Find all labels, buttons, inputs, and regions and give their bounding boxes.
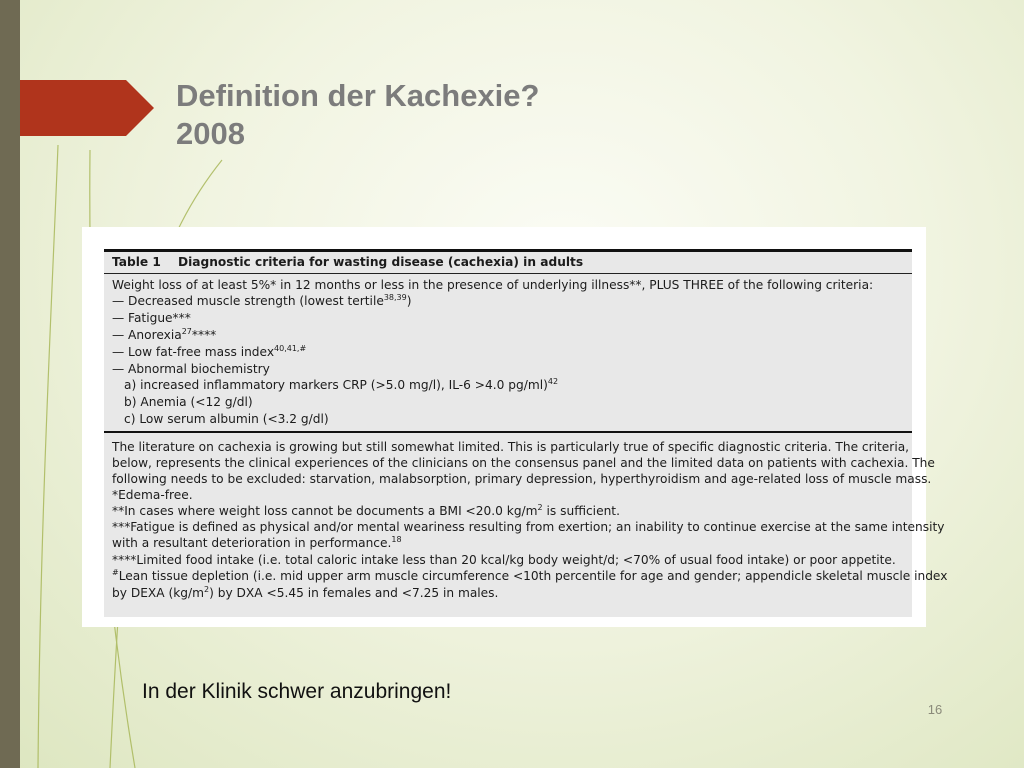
table-caption: Diagnostic criteria for wasting disease (cachexia) in adults bbox=[178, 255, 584, 269]
criterion-crp: a) increased inflammatory markers CRP (>5.0 mg/l), IL-6 >4.0 pg/ml)$^{42}$ bbox=[124, 377, 559, 392]
criterion-muscle-strength: — Decreased muscle strength (lowest tertile$^{38,39}$) bbox=[112, 293, 412, 308]
page-number: 16 bbox=[927, 702, 943, 717]
criterion-fatigue: — Fatigue*** bbox=[112, 311, 191, 325]
note-line-10: by DEXA $(kg/m^2)$ by DXA <5.45 in females and <7.25 in males. bbox=[112, 585, 499, 600]
note-line-3: following needs to be excluded: starvation, malabsorption, primary depression, hyperthyroidism and age-related loss of muscle mass. bbox=[112, 472, 932, 486]
note-line-2: below, represents the clinical experiences of the clinicians on the consensus panel and the limited data on patients with cachexia. The bbox=[112, 456, 935, 470]
criteria-intro: Weight loss of at least 5%* in 12 months or less in the presence of underlying illness**, PLUS THREE of the following criteria: bbox=[112, 278, 874, 292]
slide-subtitle: In der Klinik schwer anzubringen! bbox=[142, 680, 452, 703]
criteria-table-figure bbox=[82, 227, 948, 627]
deco-line-1 bbox=[38, 145, 58, 768]
slide-title-line2: 2008 bbox=[176, 116, 245, 151]
slide-title bbox=[176, 77, 539, 153]
table-caption-row bbox=[112, 254, 583, 270]
note-line-7: with a resultant deterioration in performance.$^{18}$ bbox=[112, 535, 402, 550]
criteria-table bbox=[104, 249, 948, 617]
left-sidebar-bar bbox=[0, 0, 20, 768]
accent-arrow-shape bbox=[20, 80, 154, 136]
criterion-albumin: c) Low serum albumin (<3.2 g/dl) bbox=[124, 412, 329, 426]
criterion-anorexia: — Anorexia$^{27}$**** bbox=[112, 327, 217, 342]
note-line-4: *Edema-free. bbox=[112, 488, 193, 502]
note-line-9: #Lean tissue depletion (i.e. mid upper arm muscle circumference <10th percentile for age and gender; appendicle skeletal muscle index bbox=[112, 568, 948, 583]
note-line-1: The literature on cachexia is growing but still somewhat limited. This is particularly true of specific diagnostic criteria. The criteria, bbox=[112, 440, 910, 454]
table-top-rule bbox=[104, 249, 912, 252]
note-line-5: **In cases where weight loss cannot be documents a BMI <20.0 $kg/m^2$ is sufficient. bbox=[112, 503, 620, 518]
slide-title-line1: Definition der Kachexie? bbox=[176, 78, 540, 113]
criteria-rule bbox=[104, 431, 912, 433]
criterion-fat-free-mass: — Low fat-free mass index$^{40,41,\#}$ bbox=[112, 344, 307, 359]
table-label: Table 1 bbox=[112, 255, 161, 269]
criterion-anemia: b) Anemia (<12 g/dl) bbox=[124, 395, 253, 409]
criterion-biochemistry: — Abnormal biochemistry bbox=[112, 362, 270, 376]
note-line-6: ***Fatigue is defined as physical and/or mental weariness resulting from exertion; an inability to continue exercise at the same intensity bbox=[112, 520, 945, 534]
caption-rule bbox=[104, 273, 912, 274]
note-line-8: ****Limited food intake (i.e. total caloric intake less than 20 kcal/kg body weight/d; <70% of usual food intake) or poor appetite. bbox=[112, 553, 896, 567]
